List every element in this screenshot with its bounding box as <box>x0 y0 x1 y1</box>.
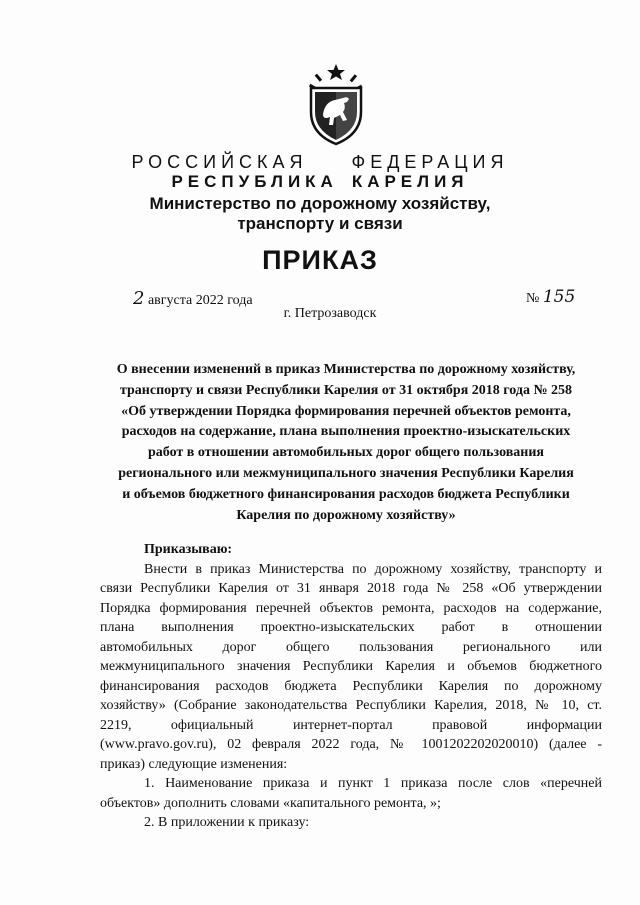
body-line: плана выполнения проектно-изыскательских работ в отношении <box>100 620 602 635</box>
karelia-coat-of-arms-icon <box>303 62 369 146</box>
city-name: г. Петрозаводск <box>283 306 377 321</box>
republic-word-2: КАРЕЛИЯ <box>351 172 469 191</box>
body-line: Порядка формирования перечней объектов ремонта, расходов на содержание, <box>100 600 602 616</box>
order-label: Приказываю: <box>144 542 233 557</box>
item-2-line: 2. В приложении к приказу: <box>144 815 310 830</box>
document-type-heading: ПРИКАЗ <box>262 245 378 275</box>
republic-word-1: РЕСПУБЛИКА <box>171 172 338 191</box>
title-line: регионального или межмуниципального значения Республики Карелия <box>118 465 574 481</box>
handwritten-number: 155 <box>542 287 576 307</box>
republic-line <box>0 172 640 192</box>
title-line: и объемов бюджетного финансирования расходов бюджета Республики <box>122 486 570 502</box>
ministry-name-line-1: Министерство по дорожному хозяйству, <box>149 194 491 213</box>
item-1-line: объектов» дополнить словами «капитального ремонта, »; <box>100 795 441 811</box>
title-line: Карелия по дорожному хозяйству» <box>236 507 456 523</box>
body-line: автомобильных дорог общего пользования регионального или <box>100 639 602 655</box>
body-line: межмуниципального значения Республики Карелия и объемов бюджетного <box>100 659 602 674</box>
body-line: хозяйству» (Собрание законодательства Республики Карелия, 2018, № 10, ст. <box>100 698 602 713</box>
body-line: финансирования расходов бюджета Республики Карелия по дорожному <box>100 678 602 694</box>
number-label: № <box>526 291 540 306</box>
title-line: расходов на содержание, плана выполнения проектно-изыскательских <box>121 424 571 440</box>
title-line: работ в отношении автомобильных дорог общего пользования <box>147 445 545 461</box>
title-line: транспорту и связи Республики Карелия от 31 октября 2018 года № 258 <box>119 382 573 398</box>
ministry-name-line-2: транспорту и связи <box>237 214 403 233</box>
body-line: связи Республики Карелия от 31 января 2018 года № 258 «Об утверждении <box>100 581 602 596</box>
handwritten-day: 2 <box>133 288 145 309</box>
country-word-1: РОССИЙСКАЯ <box>131 152 308 172</box>
order-number <box>526 287 575 307</box>
date-text: августа 2022 года <box>147 293 253 308</box>
body-line: Внести в приказ Министерства по дорожному хозяйству, транспорту и <box>144 561 602 577</box>
body-line: 2219, официальный интернет-портал правовой информации <box>100 717 602 733</box>
title-line: «Об утверждении Порядка формирования перечней объектов ремонта, <box>121 403 571 419</box>
country-word-2: ФЕДЕРАЦИЯ <box>351 152 509 172</box>
body-line: приказ) следующие изменения: <box>100 756 288 772</box>
title-line: О внесении изменений в приказ Министерства по дорожному хозяйству, <box>116 362 576 377</box>
item-1-line: 1. Наименование приказа и пункт 1 приказа после слов «перечней <box>144 776 602 791</box>
country-line <box>0 152 640 173</box>
body-line: (www.pravo.gov.ru), 02 февраля 2022 года, № 1001202202020010) (далее - <box>100 737 602 752</box>
order-title <box>96 360 596 526</box>
order-body <box>100 540 602 833</box>
